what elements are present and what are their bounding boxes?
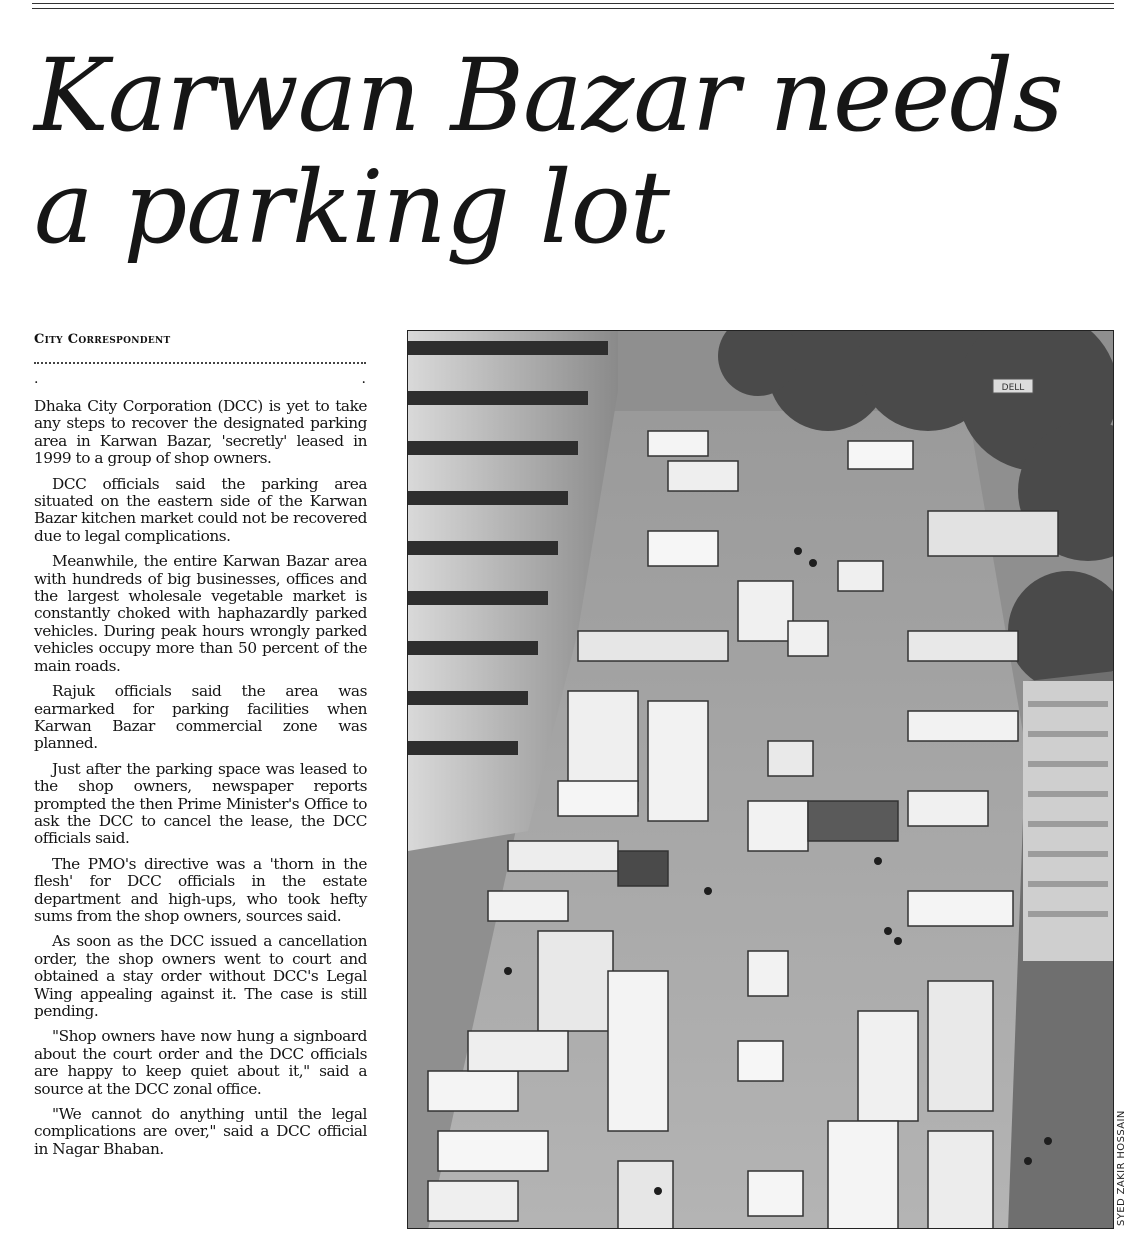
top-rule-thin: [32, 8, 1114, 9]
article-paragraph: Rajuk officials said the area was earmarked for parking facilities when Karwan Bazar commercial zone was planned.: [34, 682, 367, 753]
article-paragraph: "Shop owners have now hung a signboard about the court order and the DCC officials are happy to keep quiet about it," said a source at the DCC zonal office.: [34, 1027, 367, 1098]
headline-line-2: a parking lot: [34, 149, 669, 266]
article-paragraph: DCC officials said the parking area situated on the eastern side of the Karwan Bazar kitchen market could not be recovered due to legal complications.: [34, 474, 367, 545]
byline-dotted-divider: [34, 362, 366, 364]
article-paragraph: Just after the parking space was leased to the shop owners, newspaper reports prompted the then Prime Minister's Office to ask the DCC to cancel the lease, the DCC officials said.: [34, 759, 367, 848]
article-paragraph: "We cannot do anything until the legal complications are over," said a DCC official in Nagar Bhaban.: [34, 1105, 367, 1158]
byline: City Correspondent: [34, 332, 171, 347]
headline-line-1: Karwan Bazar needs: [34, 37, 1063, 154]
street-traffic-photo: [407, 330, 1114, 1229]
article-paragraph: Meanwhile, the entire Karwan Bazar area with hundreds of big businesses, offices and the largest wholesale vegetable market is constantly choked with haphazardly parked vehicles. During peak hours wrongly parked vehicles occupy more than 50 percent of the main roads.: [34, 552, 367, 675]
shop-sign-text: DELL: [1001, 383, 1025, 393]
photo-credit: SYED ZAKIR HOSSAIN: [1116, 1110, 1127, 1226]
article-paragraph: Dhaka City Corporation (DCC) is yet to take any steps to recover the designated parking area in Karwan Bazar, 'secretly' leased in 1999 to a group of shop owners.: [34, 397, 367, 468]
top-rule: [32, 3, 1114, 4]
article-paragraph: The PMO's directive was a 'thorn in the flesh' for DCC officials in the estate department and high-ups, who took hefty sums from the shop owners, sources said.: [34, 854, 367, 925]
article-paragraph: As soon as the DCC issued a cancellation order, the shop owners went to court and obtained a stay order without DCC's Legal Wing appealing against it. The case is still pending.: [34, 932, 367, 1020]
article-body: [34, 398, 367, 1166]
roadside-shops: [1008, 671, 1114, 1229]
photo-illustration: [408, 331, 1114, 1229]
byline-divider-dots: . .: [34, 371, 366, 387]
headline: [34, 37, 1114, 266]
